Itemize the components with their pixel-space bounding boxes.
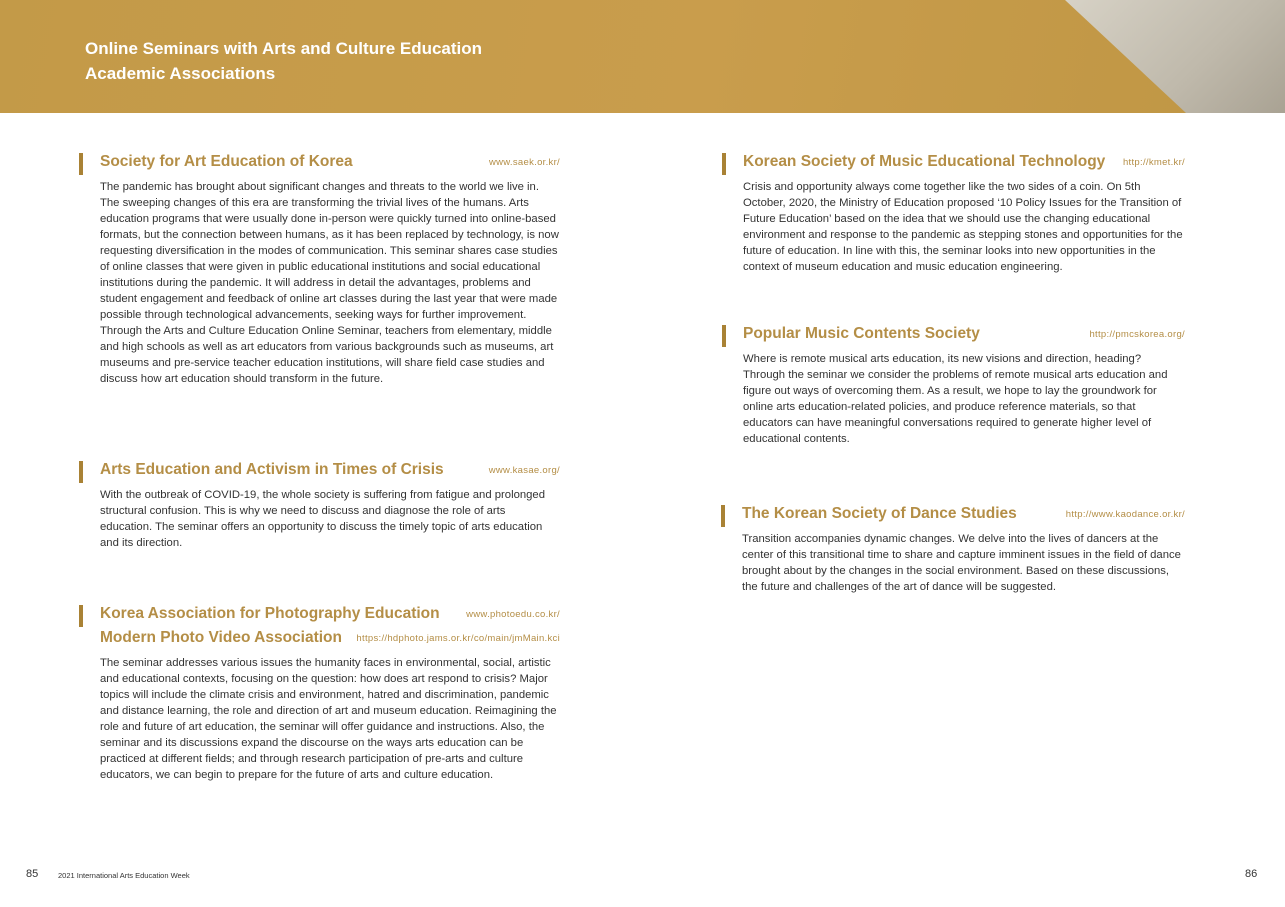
section-title: Popular Music Contents Society [743,325,980,342]
section-title: The Korean Society of Dance Studies [742,505,1017,522]
page-title [85,36,482,86]
page-title-line-1: Online Seminars with Arts and Culture Education [85,39,483,58]
section-body: Transition accompanies dynamic changes. We delve into the lives of dancers at the center of this transitional time to share and capture imminent issues in the field of dance brought about by the changes in the social environment. Based on these discussions, the future and challenges of the art of dance will be suggested. [742,533,1181,593]
section-url-link[interactable]: www.kasae.org/ [488,465,560,476]
page-number-left: 85 [26,868,39,880]
section-marker-bar [722,153,726,175]
section-marker-bar [79,153,83,175]
banner-corner-decoration [1065,0,1285,113]
section-header [743,325,1185,347]
section-url-link[interactable]: http://kmet.kr/ [1122,157,1185,168]
section-body: Where is remote musical arts education, its new visions and direction, heading? Through the seminar we consider the problems of remote musical arts education and figure out ways of overcoming them. As a result, we hope to lay the groundwork for online arts education-related policies, and produce reference materials, so that educators can have meaningful conversations required to generate higher level of educational contents. [743,353,1168,445]
section-marker-bar [721,505,725,527]
section-title: Arts Education and Activism in Times of Crisis [100,461,444,478]
section-photoedu [100,605,560,783]
section-body: With the outbreak of COVID-19, the whole society is suffering from fatigue and prolonged structural confusion. This is why we need to discuss and diagnose the role of arts education. The seminar offers an opportunity to discuss the timely topic of arts education and its direction. [100,489,546,549]
page-title-line-2: Academic Associations [85,64,276,83]
section-title: Society for Art Education of Korea [100,153,353,170]
section-body: The pandemic has brought about significant changes and threats to the world we live in. The sweeping changes of this era are transforming the trivial lives of the humans. Arts education programs that were usually done in-person were quickly turned into online-based formats, but the connection between humans, as it has been replaced by technology, is now requesting diversification in the modes of communication. This seminar shares case studies of online classes that were given in public educational institutions and social educational institutions during the pandemic. It will address in detail the advantages, problems and student engagement and feedback of online art classes during the last year that were made possible through technological advancements, seeking ways for further improvement. Through the Arts and Culture Education Online Seminar, teachers from elementary, middle and high schools as well as art educators from various backgrounds such as museums, art museums and pre-service teacher education institutions, will share field case studies and discuss how art education should transform in the future. [100,181,559,385]
section-marker-bar [79,605,83,627]
section-kaodance [742,505,1185,595]
section-marker-bar [79,461,83,483]
section-title-secondary: Modern Photo Video Association [100,629,342,646]
footer-publication-title: 2021 International Arts Education Week [58,871,190,880]
section-marker-bar [722,325,726,347]
section-header [100,461,560,483]
section-url-link-secondary[interactable]: https://hdphoto.jams.or.kr/co/main/jmMain.kci [356,633,560,644]
section-url-link[interactable]: http://pmcskorea.org/ [1089,329,1185,340]
section-saek [100,153,560,387]
section-header [742,505,1185,527]
section-header [100,153,560,175]
section-body: The seminar addresses various issues the humanity faces in environmental, social, artistic and educational contexts, focusing on the question: how does art respond to crisis? Major topics will include the climate crisis and environment, hatred and discrimination, pandemic and distance learning, the role and direction of art and museum education. Reimagining the role and future of art education, the seminar will offer guidance and instructions. Also, the seminar and its discussions expand the discourse on the ways arts education can be practiced at different fields; and through research participation of pre-arts and culture educators, we can begin to prepare for the future of arts and culture education. [100,657,557,781]
section-kmet [743,153,1185,275]
section-title: Korean Society of Music Educational Technology [743,153,1106,170]
section-body: Crisis and opportunity always come together like the two sides of a coin. On 5th October, 2020, the Ministry of Education proposed ‘10 Policy Issues for the Transition of Future Education’ based on the idea that we should use the changing educational environment and response to the pandemic as stepping stones and opportunities for the future of education. In line with this, the seminar looks into new opportunities in the context of museum education and music education engineering. [743,181,1183,273]
section-header [100,605,560,651]
section-url-link[interactable]: http://www.kaodance.or.kr/ [1065,509,1185,520]
section-url-link[interactable]: www.saek.or.kr/ [488,157,560,168]
section-header [743,153,1185,175]
section-pmcs [743,325,1185,447]
header-banner [0,0,1285,113]
page-number-right: 86 [1245,868,1258,880]
section-url-link[interactable]: www.photoedu.co.kr/ [466,609,560,620]
section-kasae [100,461,560,551]
section-title: Korea Association for Photography Education [100,605,440,622]
